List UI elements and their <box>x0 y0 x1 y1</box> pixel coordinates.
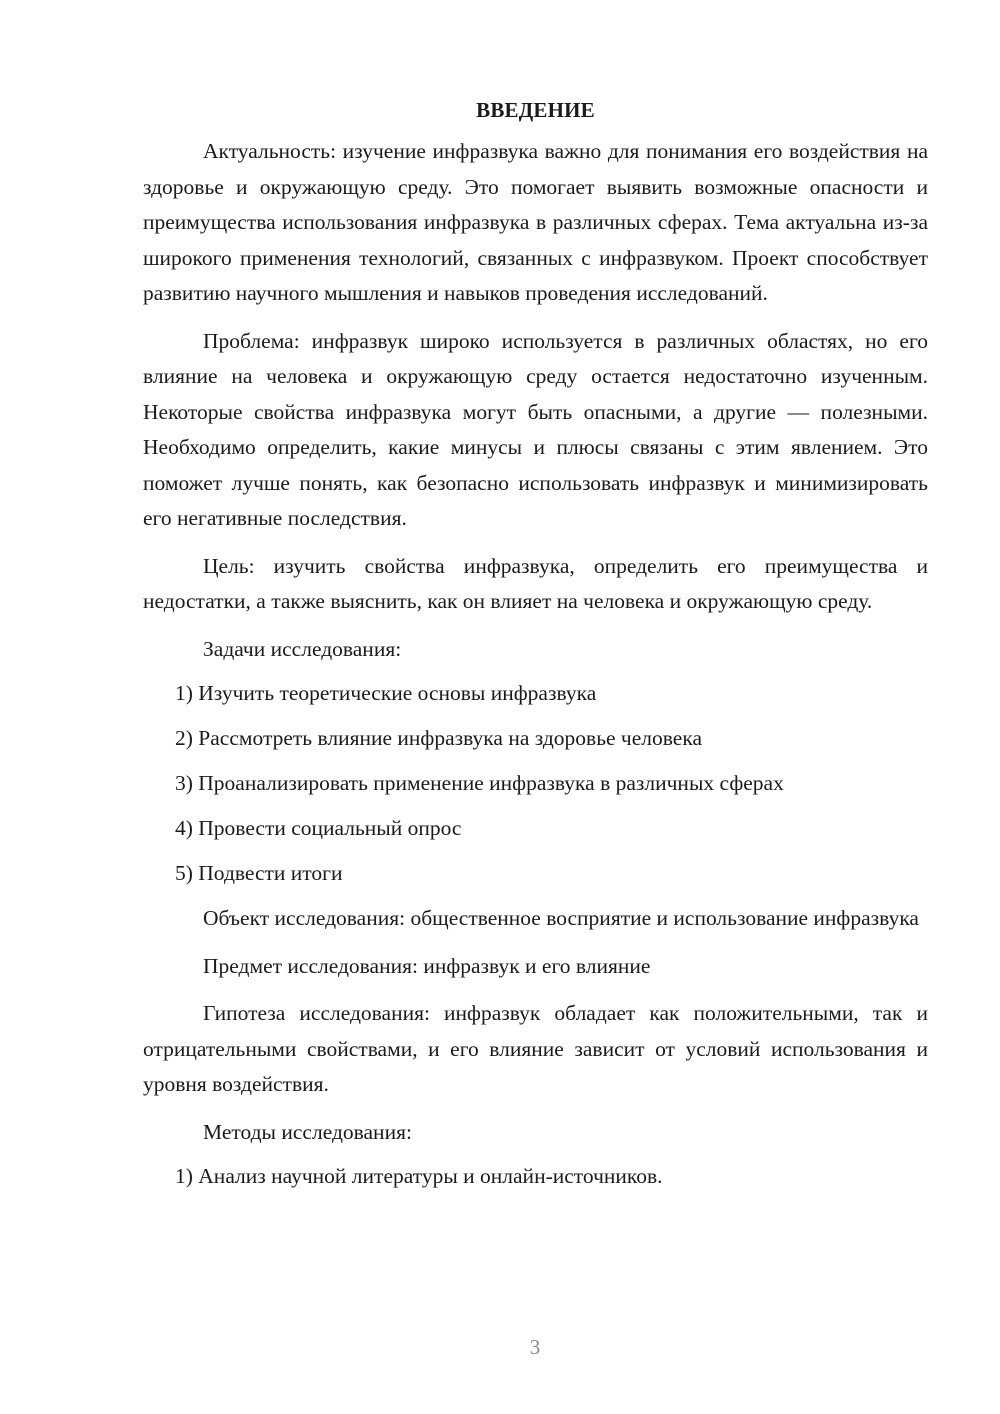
relevance-paragraph: Актуальность: изучение инфразвука важно для понимания его воздействия на здоровье и окружающую среду. Это помогает выявить возможные опасности и преимущества использования инфразвука в различных сферах. Тема актуальна из-за широкого применения технологий, связанных с инфразвуком. Проект способствует развитию научного мышления и навыков проведения исследований. <box>143 139 928 305</box>
problem-paragraph: Проблема: инфразвук широко используется в различных областях, но его влияние на человека и окружающую среду остается недостаточно изученным. Некоторые свойства инфразвука могут быть опасными, а другие — полезными. Необходимо определить, какие минусы и плюсы связаны с этим явлением. Это поможет лучше понять, как безопасно использовать инфразвук и минимизировать его негативные последствия. <box>143 328 928 530</box>
task-item: 3) Проанализировать применение инфразвука в различных сферах <box>175 771 784 795</box>
subject-paragraph: Предмет исследования: инфразвук и его влияние <box>203 953 651 978</box>
object-paragraph: Объект исследования: общественное восприятие и использование инфразвука <box>203 906 919 930</box>
methods-heading: Методы исследования: <box>203 1119 412 1144</box>
hypothesis-paragraph: Гипотеза исследования: инфразвук обладает как положительными, так и отрицательными свойствами, и его влияние зависит от условий использования и уровня воздействия. <box>143 1001 928 1096</box>
method-item: 1) Анализ научной литературы и онлайн-источников. <box>175 1164 663 1188</box>
task-item: 2) Рассмотреть влияние инфразвука на здоровье человека <box>175 726 702 750</box>
task-item: 1) Изучить теоретические основы инфразвука <box>175 681 597 705</box>
page-number: 3 <box>529 1335 541 1359</box>
task-item: 5) Подвести итоги <box>175 861 343 885</box>
goal-paragraph: Цель: изучить свойства инфразвука, определить его преимущества и недостатки, а также выяснить, как он влияет на человека и окружающую среду. <box>143 553 928 613</box>
document-page <box>143 96 928 1204</box>
tasks-heading: Задачи исследования: <box>203 636 402 661</box>
section-title: ВВЕДЕНИЕ <box>476 98 595 122</box>
task-item: 4) Провести социальный опрос <box>175 816 462 840</box>
